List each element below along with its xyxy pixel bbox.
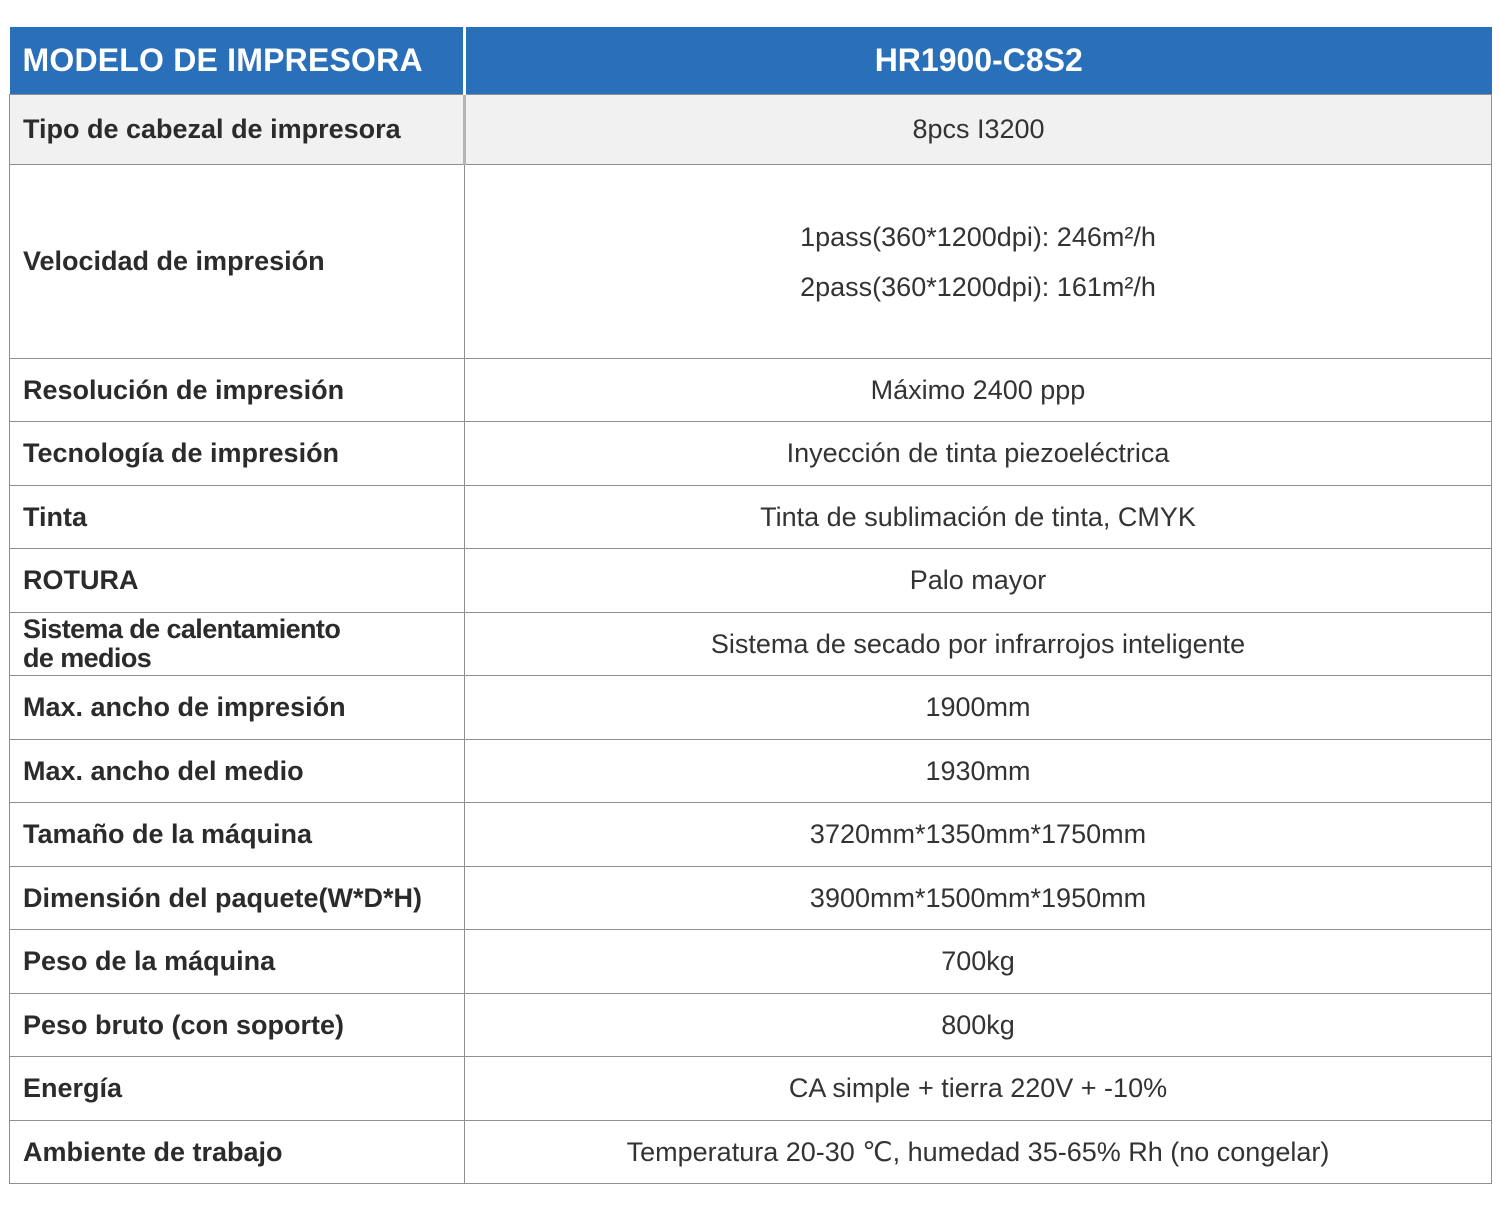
table-row: [10, 994, 1492, 1057]
table-row: [10, 359, 1492, 422]
row-label: Dimensión del paquete(W*D*H): [10, 867, 465, 930]
row-label: Max. ancho de impresión: [10, 676, 465, 740]
table-header-row: [10, 27, 1492, 95]
table-row: [10, 1057, 1492, 1121]
row-value: Temperatura 20-30 ℃, humedad 35-65% Rh (no congelar): [465, 1121, 1492, 1184]
table-row: [10, 95, 1492, 165]
row-value: 8pcs I3200: [465, 95, 1492, 165]
speed-1pass: 1pass(360*1200dpi): 246m²/h: [800, 221, 1156, 252]
row-value: 3720mm*1350mm*1750mm: [465, 803, 1492, 867]
table-row: [10, 165, 1492, 359]
row-label: ROTURA: [10, 549, 465, 613]
table-row: [10, 803, 1492, 867]
row-value: 700kg: [465, 930, 1492, 994]
row-value: [465, 165, 1492, 359]
row-value: Máximo 2400 ppp: [465, 359, 1492, 422]
table-row: [10, 486, 1492, 549]
row-label: Peso de la máquina: [10, 930, 465, 994]
header-label: MODELO DE IMPRESORA: [10, 27, 465, 95]
row-label: Energía: [10, 1057, 465, 1121]
speed-2pass: 2pass(360*1200dpi): 161m²/h: [800, 271, 1156, 302]
row-label: Resolución de impresión: [10, 359, 465, 422]
row-label: Velocidad de impresión: [10, 165, 465, 359]
row-value: 3900mm*1500mm*1950mm: [465, 867, 1492, 930]
row-value: Sistema de secado por infrarrojos inteligente: [465, 613, 1492, 676]
row-label: Tinta: [10, 486, 465, 549]
table-row: [10, 930, 1492, 994]
table-row: [10, 613, 1492, 676]
table-row: [10, 867, 1492, 930]
row-label: Tipo de cabezal de impresora: [10, 95, 465, 165]
row-label-line-1: Sistema de calentamiento: [23, 614, 341, 644]
row-label: [10, 613, 465, 676]
row-label: Max. ancho del medio: [10, 740, 465, 803]
row-label: Ambiente de trabajo: [10, 1121, 465, 1184]
table-row: [10, 740, 1492, 803]
row-value: CA simple + tierra 220V + -10%: [465, 1057, 1492, 1121]
row-value: 800kg: [465, 994, 1492, 1057]
row-label: Tamaño de la máquina: [10, 803, 465, 867]
row-value: Inyección de tinta piezoeléctrica: [465, 422, 1492, 486]
table-row: [10, 549, 1492, 613]
spec-table: [9, 27, 1492, 1184]
row-value: 1930mm: [465, 740, 1492, 803]
header-model: HR1900-C8S2: [465, 27, 1492, 95]
row-value: Palo mayor: [465, 549, 1492, 613]
table-row: [10, 676, 1492, 740]
row-label-line-2: de medios: [23, 643, 152, 673]
row-value: 1900mm: [465, 676, 1492, 740]
row-label: Tecnología de impresión: [10, 422, 465, 486]
row-value: Tinta de sublimación de tinta, CMYK: [465, 486, 1492, 549]
row-label: Peso bruto (con soporte): [10, 994, 465, 1057]
table-row: [10, 1121, 1492, 1184]
table-row: [10, 422, 1492, 486]
